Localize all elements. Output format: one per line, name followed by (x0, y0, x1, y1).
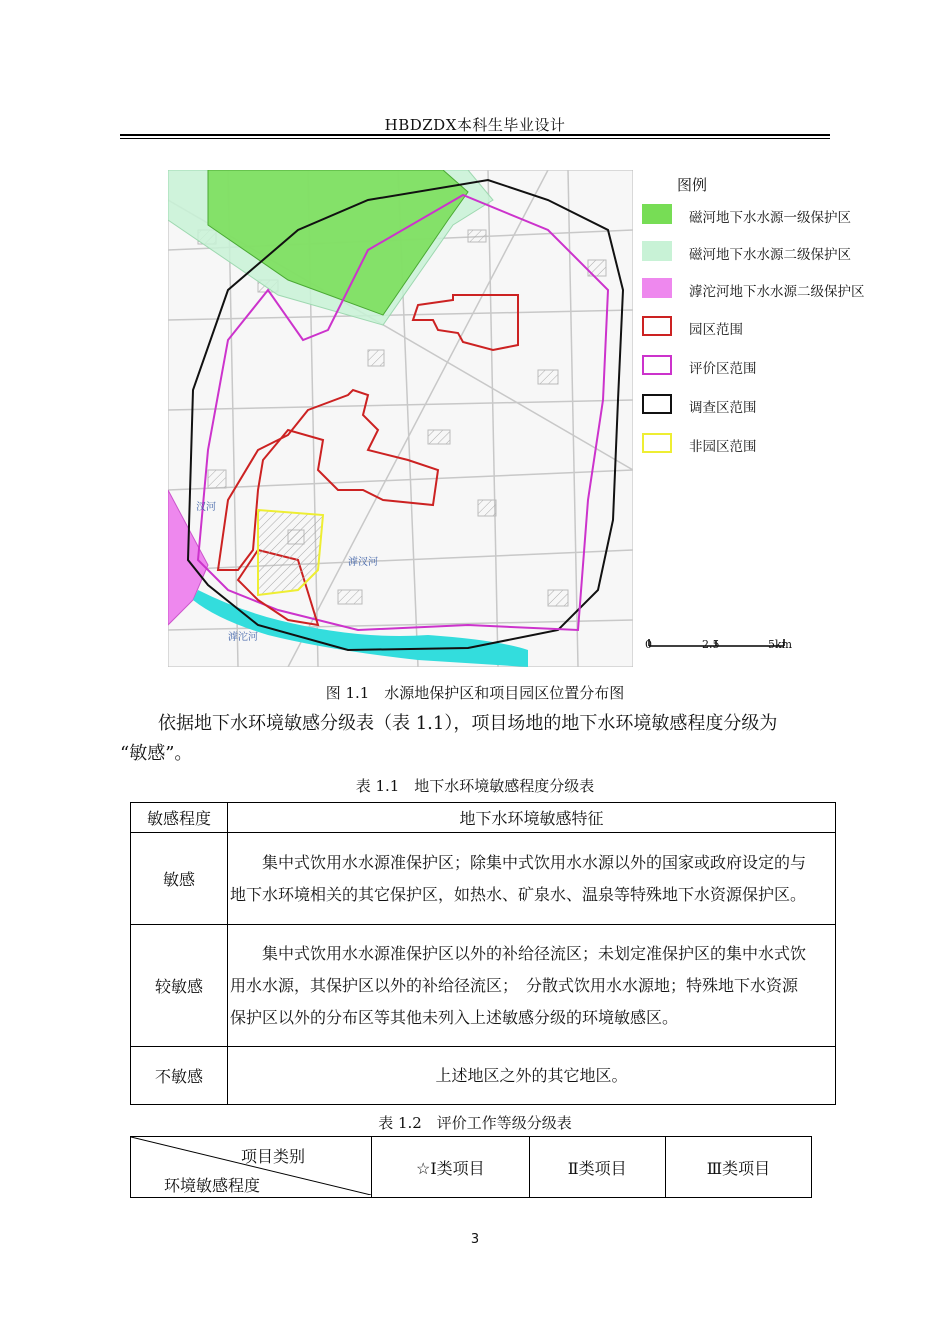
table-header-cell: 地下水环境敏感特征 (228, 803, 836, 833)
legend-label: 非园区范围 (689, 439, 757, 455)
legend-swatch (642, 204, 672, 224)
legend-swatch (642, 278, 672, 298)
table-cell-level: 较敏感 (131, 925, 228, 1047)
table-header-row (131, 803, 836, 833)
legend-swatch (642, 394, 672, 414)
paragraph-line-2: “敏感”。 (120, 743, 193, 764)
table-cell-level: 敏感 (131, 833, 228, 925)
legend-label: 磁河地下水水源二级保护区 (689, 247, 851, 263)
table-row (131, 1047, 836, 1105)
map-label-left-river: 汊河 (196, 502, 216, 513)
legend-swatch (642, 316, 672, 336)
table-header-cell: ☆Ⅰ类项目 (372, 1137, 530, 1198)
scale-bar (644, 636, 804, 666)
header-rule-thick (120, 134, 830, 136)
table1-caption: 表 1.1 地下水环境敏感程度分级表 (355, 777, 595, 795)
table-header-cell: Ⅱ类项目 (529, 1137, 665, 1198)
location-map (168, 170, 633, 667)
diagonal-header-cell (131, 1137, 372, 1198)
legend-label: 磁河地下水水源一级保护区 (689, 210, 851, 226)
legend-swatch (642, 355, 672, 375)
diag-top-label: 项目类别 (241, 1147, 306, 1166)
page-header: HBDZDX本科生毕业设计 (384, 116, 566, 134)
scale-tick-5km: 5km (768, 638, 793, 651)
legend-title: 图例 (677, 176, 708, 194)
legend-label: 滹沱河地下水水源二级保护区 (689, 284, 865, 300)
table-cell-text: 集中式饮用水水源准保护区；除集中式饮用水水源以外的国家或政府设定的与 地下水环境相关的其它保护区，如热水、矿泉水、温泉等特殊地下水资源保护区。 (228, 833, 836, 925)
table-cell-level: 不敏感 (131, 1047, 228, 1105)
header-rule-thin (120, 138, 830, 139)
table-header-row (131, 1137, 812, 1198)
legend-label: 调查区范围 (689, 400, 757, 416)
grading-table (130, 1136, 812, 1198)
legend-label: 园区范围 (689, 322, 743, 338)
table2-caption: 表 1.2 评价工作等级分级表 (378, 1114, 572, 1132)
body-paragraph (120, 709, 832, 769)
diag-bottom-label: 环境敏感程度 (164, 1176, 261, 1195)
map-label-dasha-river: 滹汊河 (348, 557, 378, 568)
page-number: 3 (470, 1232, 480, 1247)
table-row (131, 833, 836, 925)
table-cell-text: 集中式饮用水水源准保护区以外的补给径流区；未划定准保护区的集中水式饮 用水水源，其保护区以外的补给径流区； 分散式饮用水水源地；特殊地下水资源 保护区以外的分布区等其他未列入上述敏感分级的环境敏感区。 (228, 925, 836, 1047)
scale-tick-2-5: 2.5 (702, 638, 720, 651)
legend-swatch (642, 241, 672, 261)
paragraph-line-1: 依据地下水环境敏感分级表（表 1.1），项目场地的地下水环境敏感程度分级为 (158, 713, 778, 734)
table-cell-text: 上述地区之外的其它地区。 (228, 1047, 836, 1105)
table-header-cell: 敏感程度 (131, 803, 228, 833)
map-legend (642, 172, 872, 662)
table-row (131, 925, 836, 1047)
table-header-cell: Ⅲ类项目 (665, 1137, 811, 1198)
scale-tick-0: 0 (645, 638, 652, 651)
legend-label: 评价区范围 (689, 361, 757, 377)
map-label-hutuo-river: 滹沱河 (228, 632, 258, 643)
legend-swatch (642, 433, 672, 453)
sensitivity-table (130, 802, 836, 1105)
figure-caption: 图 1.1 水源地保护区和项目园区位置分布图 (325, 684, 625, 702)
